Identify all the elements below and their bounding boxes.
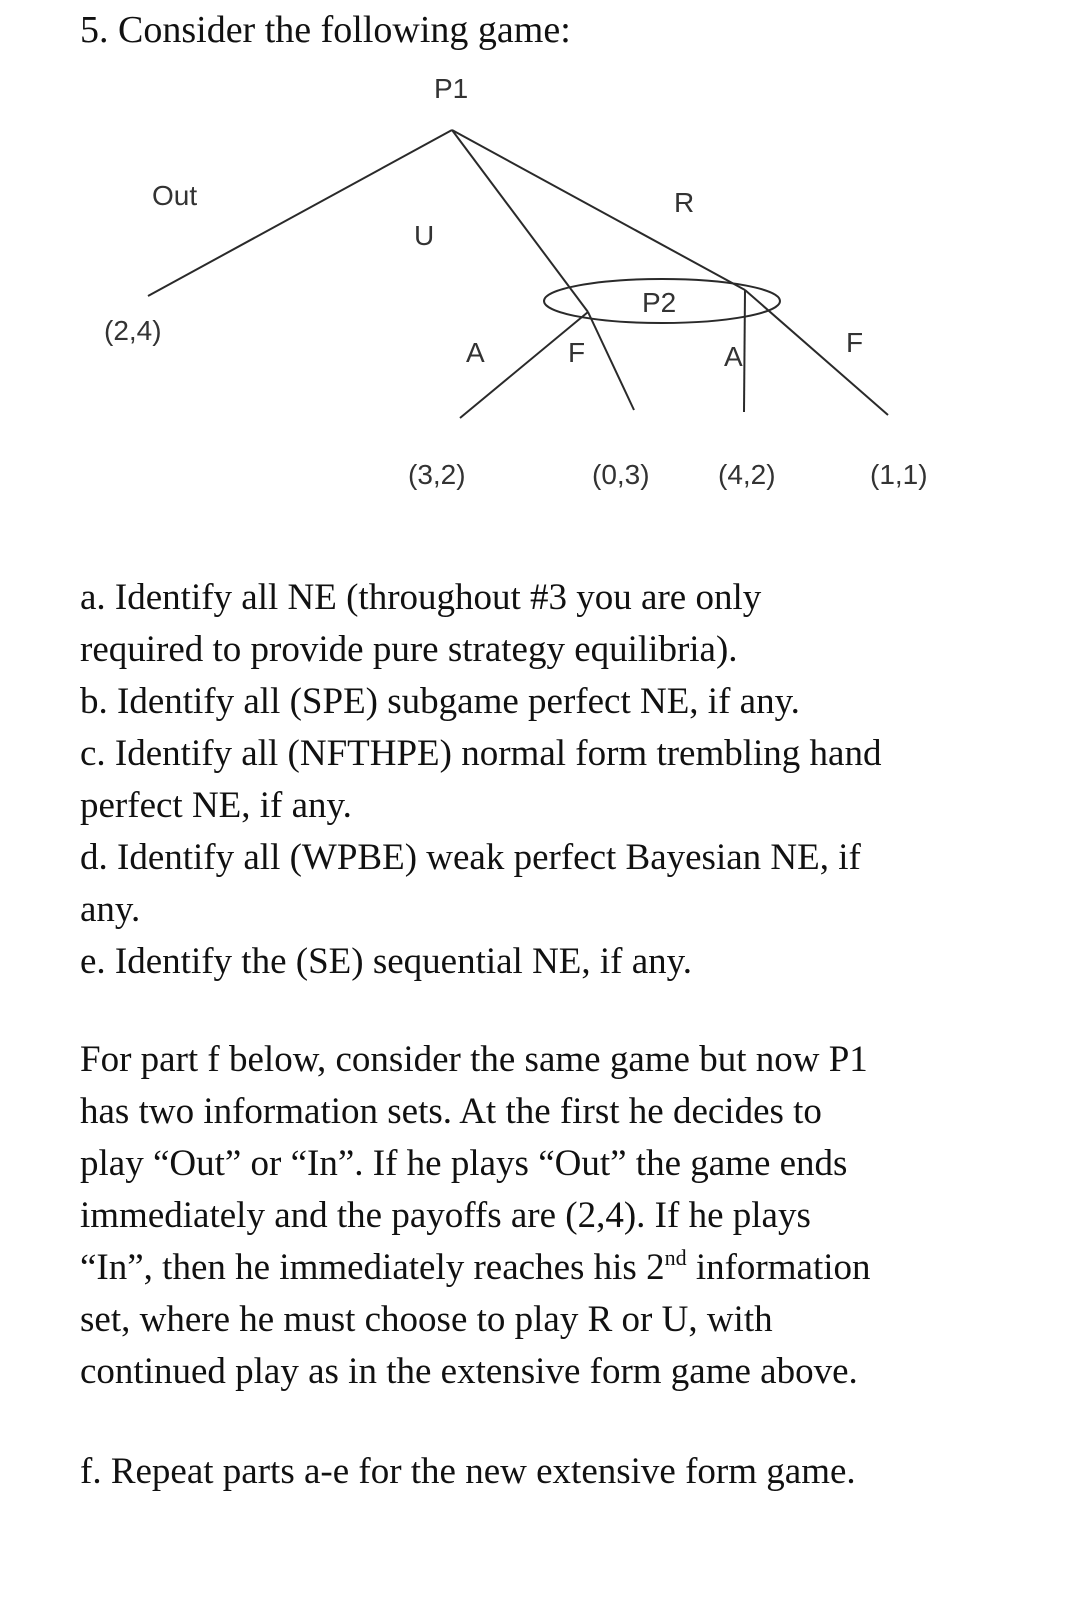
intro-line: For part f below, consider the same game but now P1 xyxy=(80,1039,868,1080)
move-f-right-label: F xyxy=(846,327,864,358)
payoff-r-a: (4,2) xyxy=(718,459,776,490)
part-line: c. Identify all (NFTHPE) normal form trembling hand xyxy=(80,733,882,774)
branch-u-f xyxy=(588,312,634,410)
branch-r-a xyxy=(744,290,745,412)
question-parts-a-to-e xyxy=(80,572,881,988)
branch-r xyxy=(452,130,745,290)
move-a-left-label: A xyxy=(466,337,485,368)
part-line: d. Identify all (WPBE) weak perfect Bayesian NE, if xyxy=(80,837,861,878)
intro-line: set, where he must choose to play R or U, with xyxy=(80,1299,773,1340)
part-f: f. Repeat parts a-e for the new extensive form game. xyxy=(80,1451,856,1492)
part-line: perfect NE, if any. xyxy=(80,785,352,826)
intro-line xyxy=(80,1242,871,1294)
payoff-out: (2,4) xyxy=(104,315,162,346)
move-out-label: Out xyxy=(152,180,198,211)
part-line: e. Identify the (SE) sequential NE, if any. xyxy=(80,941,693,982)
move-u-label: U xyxy=(414,220,435,251)
payoff-r-f: (1,1) xyxy=(870,459,928,490)
intro-line: immediately and the payoffs are (2,4). If he plays xyxy=(80,1195,811,1236)
part-line: any. xyxy=(80,889,141,930)
ordinal-superscript: nd xyxy=(664,1245,687,1270)
intro-line-text: information xyxy=(686,1247,871,1288)
move-r-label: R xyxy=(674,187,695,218)
intro-line: continued play as in the extensive form game above. xyxy=(80,1351,858,1392)
intro-line: has two information sets. At the first he decides to xyxy=(80,1091,822,1132)
part-line: b. Identify all (SPE) subgame perfect NE, if any. xyxy=(80,681,800,722)
payoff-u-f: (0,3) xyxy=(592,459,650,490)
payoff-u-a: (3,2) xyxy=(408,459,466,490)
branch-r-f xyxy=(745,290,888,415)
part-line: required to provide pure strategy equilibria). xyxy=(80,629,738,670)
question-title: 5. Consider the following game: xyxy=(80,9,571,51)
part-f-intro-paragraph xyxy=(80,1034,871,1398)
game-tree-diagram xyxy=(0,60,1080,510)
branch-out xyxy=(148,130,452,296)
branch-u xyxy=(452,130,588,312)
part-line: a. Identify all NE (throughout #3 you are only xyxy=(80,577,762,618)
intro-line-text: “In”, then he immediately reaches his 2 xyxy=(80,1247,665,1288)
move-f-left-label: F xyxy=(568,337,586,368)
p2-node-label: P2 xyxy=(642,287,677,318)
intro-line: play “Out” or “In”. If he plays “Out” the game ends xyxy=(80,1143,848,1184)
move-a-right-label: A xyxy=(724,341,743,372)
p1-node-label: P1 xyxy=(434,73,469,104)
